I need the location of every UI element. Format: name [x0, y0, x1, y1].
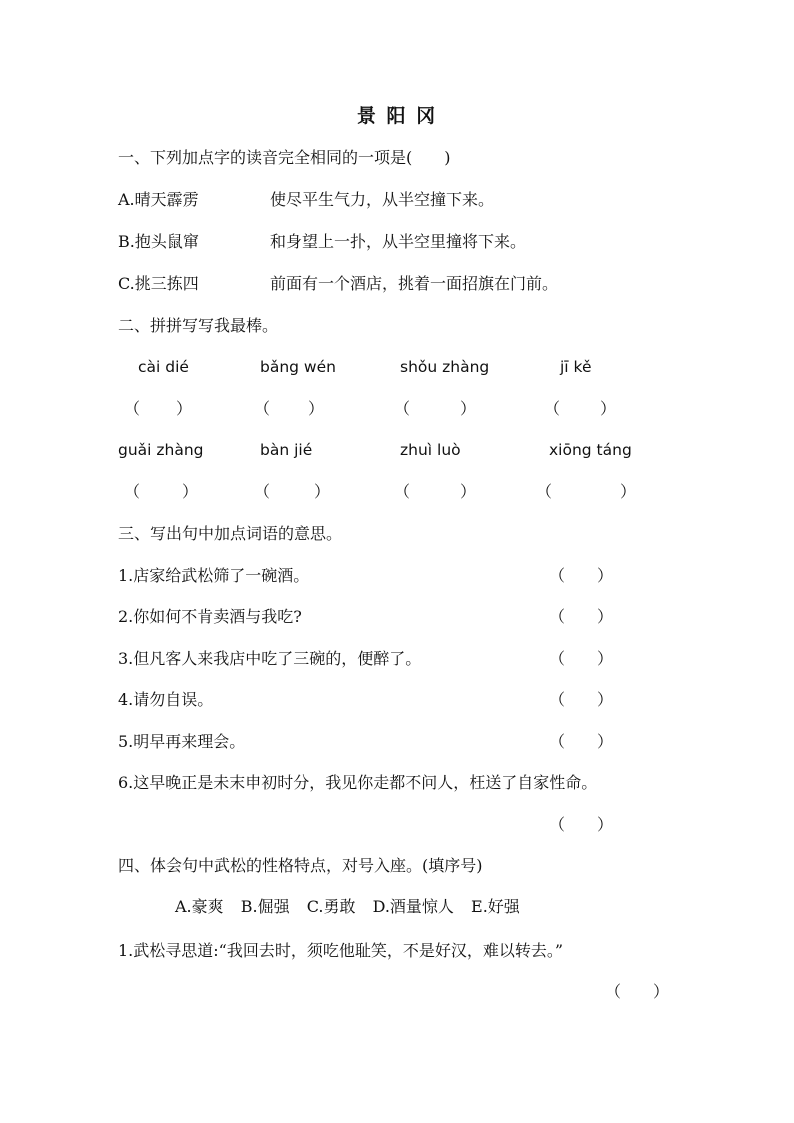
answer-blank-1[interactable]: （ ） [124, 399, 193, 418]
q3-item-1: 1.店家给武松筛了一碗酒。 [118, 566, 310, 585]
pinyin-1: cài dié [138, 358, 189, 376]
q4-choice-e: E.好强 [471, 897, 520, 916]
q3-answer-4[interactable]: （ ） [549, 690, 614, 709]
q4-answer-1[interactable]: （ ） [605, 982, 670, 1001]
q3-answer-5[interactable]: （ ） [549, 732, 614, 751]
q1-option-a-label: A.晴天霹雳 [118, 190, 199, 209]
q4-choice-b: B.倔强 [240, 897, 290, 916]
q1-option-a-text: 使尽平生气力，从半空撞下来。 [270, 190, 495, 209]
q1-option-b [118, 232, 526, 252]
answer-blank-8[interactable]: （ ） [536, 482, 637, 501]
q1-heading: 一、下列加点字的读音完全相同的一项是( ) [118, 148, 451, 167]
q3-item-6: 6.这早晚正是未末申初时分，我见你走都不问人，枉送了自家性命。 [118, 773, 598, 792]
pinyin-2: bǎng wén [260, 358, 336, 376]
q2-heading: 二、拼拼写写我最棒。 [118, 316, 279, 335]
answer-blank-3[interactable]: （ ） [394, 399, 477, 418]
answer-blank-5[interactable]: （ ） [124, 482, 199, 501]
answer-blank-4[interactable]: （ ） [544, 399, 617, 418]
pinyin-5: guǎi zhàng [118, 441, 204, 459]
q4-choice-d: D.酒量惊人 [372, 897, 454, 916]
q3-item-4: 4.请勿自误。 [118, 690, 214, 709]
q3-answer-3[interactable]: （ ） [549, 649, 614, 668]
q3-item-2: 2.你如何不肯卖酒与我吃? [118, 607, 302, 626]
q3-answer-2[interactable]: （ ） [549, 607, 614, 626]
q3-heading: 三、写出句中加点词语的意思。 [118, 524, 343, 543]
q4-item-1: 1.武松寻思道:“我回去时，须吃他耻笑，不是好汉，难以转去。” [118, 941, 564, 960]
answer-blank-6[interactable]: （ ） [254, 482, 331, 501]
pinyin-3: shǒu zhàng [400, 358, 490, 376]
q1-option-c-text: 前面有一个酒店，挑着一面招旗在门前。 [270, 274, 559, 293]
q4-choices [175, 897, 532, 917]
q3-answer-6[interactable]: （ ） [549, 815, 614, 834]
pinyin-6: bàn jié [260, 441, 313, 459]
page-title: 景 阳 冈 [356, 105, 438, 127]
q4-choice-c: C.勇敢 [306, 897, 356, 916]
q4-heading: 四、体会句中武松的性格特点，对号入座。(填序号) [118, 856, 483, 875]
pinyin-7: zhuì luò [400, 441, 461, 459]
answer-blank-7[interactable]: （ ） [394, 482, 477, 501]
q1-option-b-text: 和身望上一扑，从半空里撞将下来。 [270, 232, 527, 251]
q4-choice-a: A.豪爽 [175, 897, 224, 916]
q1-option-b-label: B.抱头鼠窜 [118, 232, 199, 251]
pinyin-8: xiōng táng [549, 441, 632, 459]
q3-answer-1[interactable]: （ ） [549, 566, 614, 585]
answer-blank-2[interactable]: （ ） [254, 399, 325, 418]
q3-item-5: 5.明早再来理会。 [118, 732, 246, 751]
q1-option-c-label: C.挑三拣四 [118, 274, 199, 293]
pinyin-4: jī kě [560, 358, 592, 376]
q1-option-a [118, 190, 494, 210]
q3-item-3: 3.但凡客人来我店中吃了三碗的，便醉了。 [118, 649, 422, 668]
q1-option-c [118, 274, 558, 294]
